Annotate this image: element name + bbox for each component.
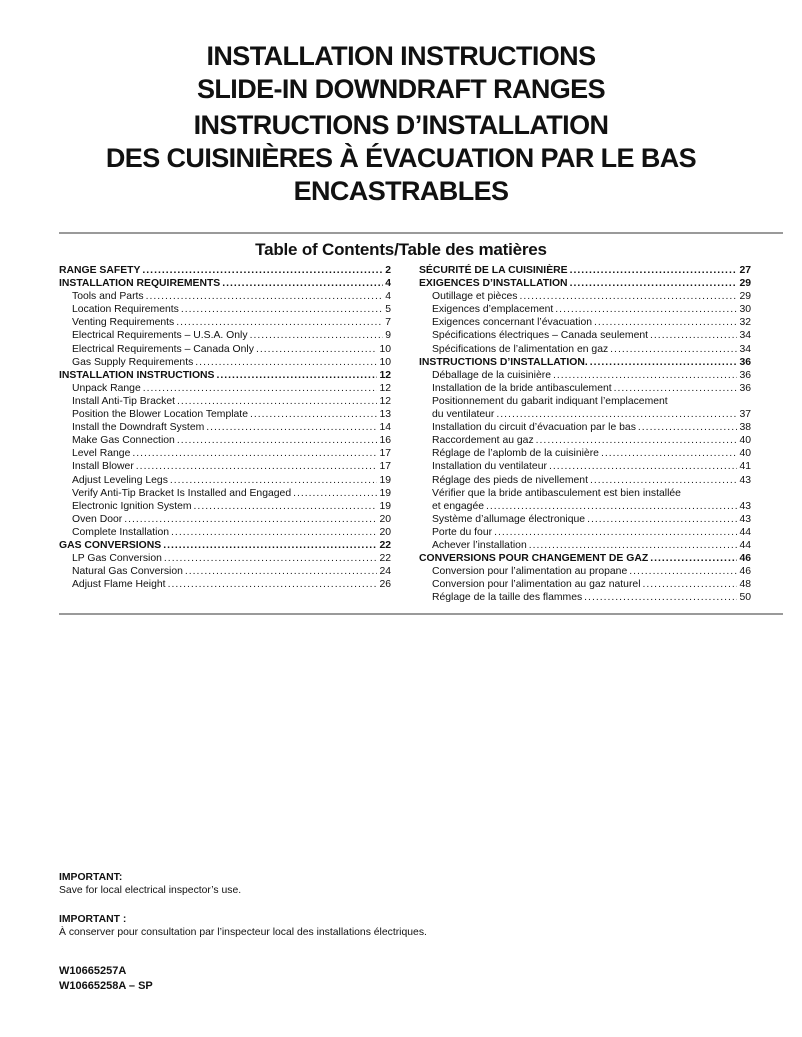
toc-entry-page: 12 — [379, 382, 391, 394]
toc-leader-dots — [650, 329, 737, 342]
top-divider — [59, 232, 783, 234]
toc-leader-dots — [486, 500, 737, 513]
toc-entry-label: Install Anti-Tip Bracket — [72, 395, 175, 407]
toc-entry-page: 20 — [379, 513, 391, 525]
toc-leader-dots — [570, 277, 738, 290]
toc-entry-label: Adjust Flame Height — [72, 579, 166, 591]
toc-entry — [419, 343, 751, 356]
toc-entry — [59, 329, 391, 342]
part-number-2: W10665258A – SP — [59, 980, 153, 992]
toc-entry-label: Exigences d’emplacement — [432, 304, 554, 316]
toc-entry-page: 24 — [379, 566, 391, 578]
toc-entry — [59, 290, 391, 303]
toc-entry-label: Réglage de l’aplomb de la cuisinière — [432, 448, 599, 460]
important-heading-en: IMPORTANT: — [59, 872, 123, 883]
toc-entry-page: 2 — [385, 265, 391, 276]
toc-entry-label: Positionnement du gabarit indiquant l’emplacement — [432, 395, 668, 407]
toc-entry-page: 41 — [739, 461, 751, 473]
toc-leader-dots — [168, 578, 378, 591]
toc-entry-label: Adjust Leveling Legs — [72, 474, 168, 486]
toc-entry-page: 4 — [385, 291, 391, 303]
toc-entry-page: 17 — [379, 461, 391, 473]
toc-entry — [419, 395, 751, 408]
toc-leader-dots — [293, 487, 377, 500]
important-text-fr: À conserver pour consultation par l’inspecteur local des installations électriques. — [59, 926, 427, 938]
toc-entry-page: 16 — [379, 435, 391, 447]
toc-entry-page: 9 — [385, 330, 391, 342]
toc-entry-page: 46 — [739, 566, 751, 578]
toc-entry-label: EXIGENCES D’INSTALLATION — [419, 278, 568, 290]
toc-entry-label: LP Gas Conversion — [72, 553, 162, 565]
toc-entry — [419, 539, 751, 552]
toc-entry-label: Gas Supply Requirements — [72, 356, 194, 368]
toc-entry — [59, 447, 391, 460]
toc-entry-page: 30 — [739, 304, 751, 316]
toc-entry — [59, 500, 391, 513]
toc-entry-page: 40 — [739, 435, 751, 447]
toc-leader-dots — [519, 290, 737, 303]
toc-entry — [59, 277, 391, 290]
toc-entry-label: Système d’allumage électronique — [432, 513, 586, 525]
toc-entry — [419, 565, 751, 578]
toc-entry-page: 36 — [739, 369, 751, 381]
toc-entry — [59, 539, 391, 552]
toc-entry-page: 22 — [379, 539, 391, 551]
toc-entry — [419, 434, 751, 447]
toc-entry-page: 36 — [739, 382, 751, 394]
toc-entry-page: 4 — [385, 278, 391, 290]
toc-entry-page: 43 — [739, 513, 751, 525]
toc-entry — [59, 565, 391, 578]
toc-entry-label: INSTRUCTIONS D’INSTALLATION. — [419, 356, 588, 368]
toc-entry — [59, 343, 391, 356]
toc-entry-label: Installation du circuit d’évacuation par le bas — [432, 422, 636, 434]
toc-entry-label: Réglage de la taille des flammes — [432, 592, 583, 604]
toc-entry-label: Installation du ventilateur — [432, 461, 547, 473]
toc-entry-page: 44 — [739, 539, 751, 551]
toc-leader-dots — [136, 460, 378, 473]
bottom-divider — [59, 613, 783, 615]
toc-entry — [419, 303, 751, 316]
toc-leader-dots — [222, 277, 383, 290]
toc-entry-page: 22 — [379, 553, 391, 565]
title-en-line1: INSTALLATION INSTRUCTIONS — [206, 41, 596, 71]
toc-entry — [59, 395, 391, 408]
toc-entry-label: Réglage des pieds de nivellement — [432, 474, 588, 486]
toc-entry-label: Conversion pour l’alimentation au propane — [432, 566, 628, 578]
toc-leader-dots — [650, 552, 737, 565]
toc-entry-page: 37 — [739, 409, 751, 421]
toc-leader-dots — [171, 526, 377, 539]
toc-leader-dots — [610, 343, 737, 356]
toc-entry-label: Outillage et pièces — [432, 291, 518, 303]
toc-entry-label: Electronic Ignition System — [72, 500, 192, 512]
toc-entry — [419, 329, 751, 342]
toc-entry — [419, 526, 751, 539]
toc-entry-label: Install the Downdraft System — [72, 422, 205, 434]
toc-leader-dots — [181, 303, 383, 316]
toc-entry — [59, 382, 391, 395]
part-number-1: W10665257A — [59, 965, 127, 977]
toc-entry-page: 48 — [739, 579, 751, 591]
toc-entry — [59, 474, 391, 487]
toc-entry — [419, 552, 751, 565]
toc-entry-page: 10 — [379, 356, 391, 368]
toc-entry-page: 20 — [379, 526, 391, 538]
toc-leader-dots — [143, 382, 378, 395]
toc-leader-dots — [570, 264, 738, 277]
toc-entry-page: 19 — [379, 487, 391, 499]
toc-entry-label: Unpack Range — [72, 382, 141, 394]
toc-entry-page: 29 — [739, 278, 751, 290]
toc-entry-page: 29 — [739, 291, 751, 303]
toc-leader-dots — [594, 316, 737, 329]
toc-entry-page: 12 — [379, 395, 391, 407]
toc-entry-page: 10 — [379, 343, 391, 355]
toc-heading: Table of Contents/Table des matières — [255, 240, 547, 259]
toc-entry-label: Level Range — [72, 448, 131, 460]
toc-entry-label: Conversion pour l’alimentation au gaz naturel — [432, 579, 641, 591]
toc-entry — [419, 277, 751, 290]
toc-entry-label: Achever l’installation — [432, 539, 527, 551]
toc-entry-label: Location Requirements — [72, 304, 179, 316]
toc-entry-page: 19 — [379, 500, 391, 512]
toc-entry-label: Vérifier que la bride antibasculement est bien installée — [432, 487, 681, 499]
toc-entry — [419, 447, 751, 460]
toc-entry-label: Install Blower — [72, 461, 134, 473]
toc-entry-page: 26 — [379, 579, 391, 591]
toc-entry-label: Venting Requirements — [72, 317, 175, 329]
toc-entry — [59, 487, 391, 500]
toc-leader-dots — [638, 421, 738, 434]
toc-entry — [419, 382, 751, 395]
toc-entry — [59, 303, 391, 316]
toc-leader-dots — [185, 565, 378, 578]
title-fr-line1: INSTRUCTIONS D’INSTALLATION — [193, 110, 609, 140]
toc-leader-dots — [216, 369, 377, 382]
toc-entry — [59, 316, 391, 329]
toc-entry — [419, 578, 751, 591]
toc-entry-page: 13 — [379, 409, 391, 421]
toc-entry-label: SÉCURITÉ DE LA CUISINIÈRE — [419, 265, 568, 276]
toc-leader-dots — [177, 395, 377, 408]
toc-leader-dots — [590, 474, 737, 487]
toc-entry-label: Exigences concernant l’évacuation — [432, 317, 592, 329]
toc-leader-dots — [553, 369, 737, 382]
important-text-en: Save for local electrical inspector’s use. — [59, 884, 242, 896]
toc-entry-label: Raccordement au gaz — [432, 435, 534, 447]
toc-entry — [419, 264, 751, 277]
toc-leader-dots — [614, 382, 738, 395]
toc-entry-page: 40 — [739, 448, 751, 460]
toc-entry-label: Spécifications électriques – Canada seulement — [432, 330, 649, 342]
important-heading-fr: IMPORTANT : — [59, 914, 127, 925]
toc-entry — [59, 526, 391, 539]
toc-leader-dots — [142, 264, 383, 277]
title-fr-line2: DES CUISINIÈRES À ÉVACUATION PAR LE BAS — [105, 143, 697, 173]
toc-entry-page: 36 — [739, 356, 751, 368]
toc-entry — [419, 421, 751, 434]
toc-leader-dots — [555, 303, 737, 316]
toc-entry — [59, 460, 391, 473]
toc-entry-label: et engagée — [432, 500, 485, 512]
toc-entry-label: INSTALLATION REQUIREMENTS — [59, 278, 221, 290]
toc-leader-dots — [250, 408, 377, 421]
toc-entry — [59, 421, 391, 434]
toc-leader-dots — [549, 460, 737, 473]
toc-entry — [59, 369, 391, 382]
toc-entry-label: RANGE SAFETY — [59, 265, 141, 276]
toc-entry-label: Verify Anti-Tip Bracket Is Installed and Engaged — [72, 487, 292, 499]
important-notes — [59, 872, 427, 939]
toc-entry — [59, 552, 391, 565]
toc-entry — [419, 290, 751, 303]
toc-entry-label: du ventilateur — [432, 409, 495, 421]
toc-entry — [419, 513, 751, 526]
toc-entry — [59, 513, 391, 526]
toc-entry-label: Position the Blower Location Template — [72, 409, 248, 421]
toc-leader-dots — [629, 565, 737, 578]
toc-column-english — [59, 264, 391, 591]
toc-entry — [419, 369, 751, 382]
toc-leader-dots — [643, 578, 738, 591]
title-fr-line3: ENCASTRABLES — [293, 176, 509, 206]
toc-entry-label: Electrical Requirements – U.S.A. Only — [72, 330, 248, 342]
toc-entry-label: Spécifications de l’alimentation en gaz — [432, 343, 609, 355]
toc-entry-page: 12 — [379, 369, 391, 381]
toc-entry — [419, 408, 751, 421]
toc-entry — [419, 460, 751, 473]
toc-leader-dots — [146, 290, 384, 303]
toc-leader-dots — [177, 434, 378, 447]
toc-entry — [419, 474, 751, 487]
toc-entry-label: Natural Gas Conversion — [72, 566, 183, 578]
toc-entry — [59, 264, 391, 277]
toc-leader-dots — [132, 447, 377, 460]
toc-entry — [59, 434, 391, 447]
toc-leader-dots — [176, 316, 383, 329]
toc-leader-dots — [250, 329, 384, 342]
toc-entry — [59, 408, 391, 421]
toc-entry — [59, 356, 391, 369]
toc-leader-dots — [587, 513, 737, 526]
toc-leader-dots — [496, 408, 737, 421]
toc-entry-page: 14 — [379, 422, 391, 434]
toc-entry-page: 46 — [739, 553, 751, 565]
toc-leader-dots — [584, 591, 737, 604]
toc-entry-page: 38 — [739, 422, 751, 434]
toc-entry-label: INSTALLATION INSTRUCTIONS — [59, 369, 215, 381]
toc-entry-label: Installation de la bride antibasculement — [432, 382, 612, 394]
toc-entry-page: 17 — [379, 448, 391, 460]
toc-leader-dots — [256, 343, 378, 356]
toc-entry-page: 34 — [739, 330, 751, 342]
document-title-block — [0, 40, 802, 208]
toc-entry-page: 19 — [379, 474, 391, 486]
toc-leader-dots — [601, 447, 738, 460]
toc-leader-dots — [164, 552, 378, 565]
toc-entry — [419, 316, 751, 329]
toc-entry-page: 27 — [739, 265, 751, 276]
toc-entry-page: 43 — [739, 474, 751, 486]
toc-entry-label: Electrical Requirements – Canada Only — [72, 343, 254, 355]
toc-entry-page: 44 — [739, 526, 751, 538]
toc-entry-page: 7 — [385, 317, 391, 329]
toc-entry-label: Porte du four — [432, 526, 493, 538]
toc-entry — [59, 578, 391, 591]
toc-entry-page: 43 — [739, 500, 751, 512]
toc-entry-label: CONVERSIONS POUR CHANGEMENT DE GAZ — [419, 553, 649, 565]
toc-entry-label: Make Gas Connection — [72, 435, 175, 447]
toc-entry-page: 34 — [739, 343, 751, 355]
toc-leader-dots — [590, 356, 738, 369]
toc-leader-dots — [529, 539, 738, 552]
toc-entry — [419, 487, 751, 500]
toc-leader-dots — [206, 421, 377, 434]
toc-leader-dots — [163, 539, 377, 552]
toc-leader-dots — [195, 356, 377, 369]
toc-entry-label: Déballage de la cuisinière — [432, 369, 551, 381]
toc-entry-page: 32 — [739, 317, 751, 329]
toc-entry-label: GAS CONVERSIONS — [59, 539, 162, 551]
toc-leader-dots — [536, 434, 738, 447]
toc-entry-label: Oven Door — [72, 513, 123, 525]
toc-entry-label: Complete Installation — [72, 526, 170, 538]
toc-entry-page: 50 — [739, 592, 751, 604]
toc-leader-dots — [170, 474, 378, 487]
toc-leader-dots — [494, 526, 737, 539]
toc-entry-page: 5 — [385, 304, 391, 316]
toc-entry — [419, 356, 751, 369]
toc-entry — [419, 591, 751, 604]
title-en-line2: SLIDE-IN DOWNDRAFT RANGES — [197, 74, 605, 104]
document-codes — [59, 964, 153, 994]
toc-entry — [419, 500, 751, 513]
toc-column-french — [419, 264, 751, 604]
toc-leader-dots — [124, 513, 377, 526]
toc-leader-dots — [194, 500, 378, 513]
toc-entry-label: Tools and Parts — [72, 291, 144, 303]
